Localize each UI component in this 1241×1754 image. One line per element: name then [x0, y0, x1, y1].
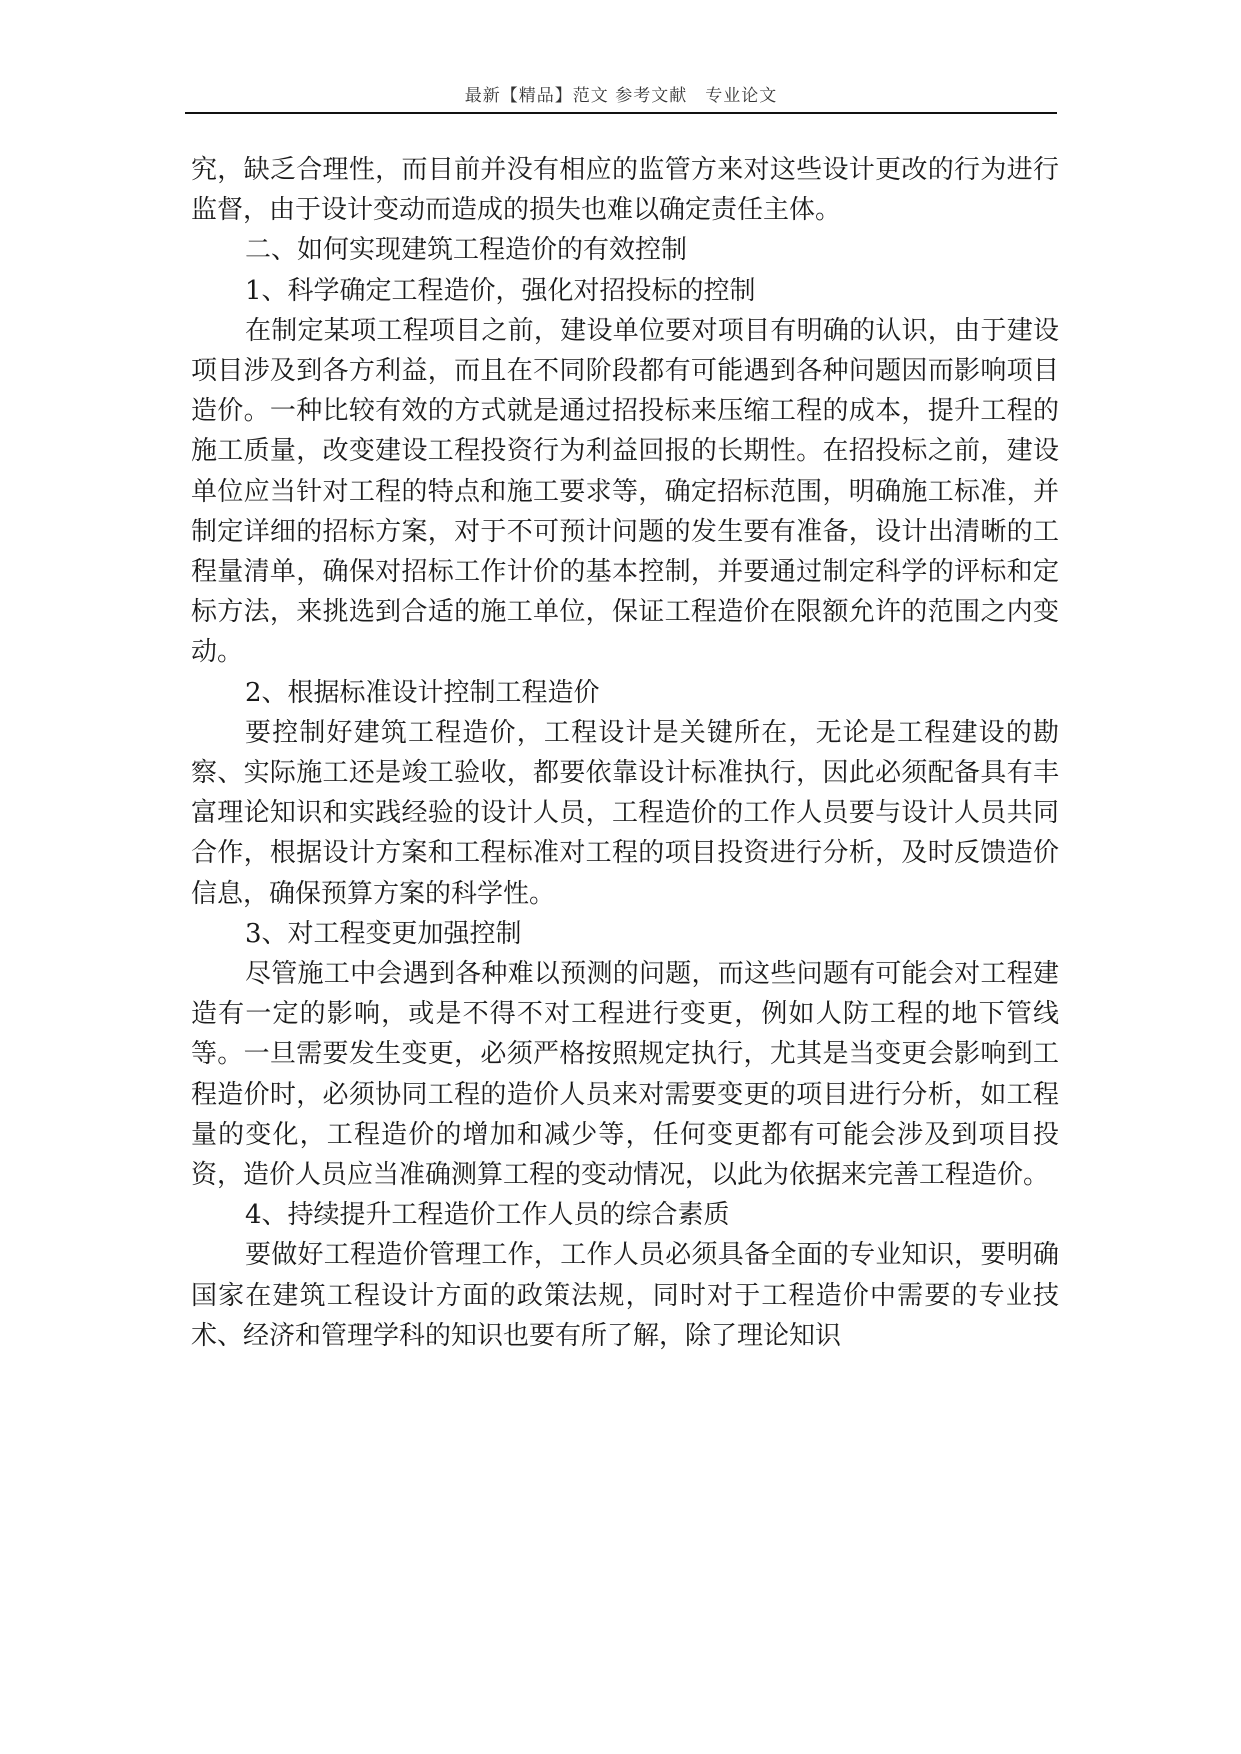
subsection-heading: 3、对工程变更加强控制 [245, 918, 522, 949]
subsection-heading: 2、根据标准设计控制工程造价 [245, 677, 600, 708]
paragraph: 要控制好建筑工程造价，工程设计是关键所在，无论是工程建设的勘察、实际施工还是竣工验收，都要依靠设计标准执行，因此必须配备具有丰富理论知识和实践经验的设计人员，工程造价的工作人员要与设计人员共同合作，根据设计方案和工程标准对工程的项目投资进行分析，及时反馈造价信息，确保预算方案的科学性。 [191, 717, 1059, 909]
document-body [191, 150, 1059, 1356]
paragraph: 要做好工程造价管理工作，工作人员必须具备全面的专业知识，要明确国家在建筑工程设计方面的政策法规，同时对于工程造价中需要的专业技术、经济和管理学科的知识也要有所了解，除了理论知识 [191, 1240, 1059, 1351]
paragraph-continuation: 究，缺乏合理性，而目前并没有相应的监管方来对这些设计更改的行为进行监督，由于设计变动而造成的损失也难以确定责任主体。 [191, 155, 1059, 226]
page-header: 最新【精品】范文 参考文献 专业论文 [464, 86, 778, 106]
paragraph: 在制定某项工程项目之前，建设单位要对项目有明确的认识，由于建设项目涉及到各方利益，而且在不同阶段都有可能遇到各种问题因而影响项目造价。一种比较有效的方式就是通过招投标来压缩工程的成本，提升工程的施工质量，改变建设工程投资行为利益回报的长期性。在招投标之前，建设单位应当针对工程的特点和施工要求等，确定招标范围，明确施工标准，并制定详细的招标方案，对于不可预计问题的发生要有准备，设计出清晰的工程量清单，确保对招标工作计价的基本控制，并要通过制定科学的评标和定标方法，来挑选到合适的施工单位，保证工程造价在限额允许的范围之内变动。 [191, 315, 1059, 668]
section-heading: 二、如何实现建筑工程造价的有效控制 [245, 235, 688, 266]
subsection-heading: 4、持续提升工程造价工作人员的综合素质 [245, 1200, 730, 1231]
paragraph: 尽管施工中会遇到各种难以预测的问题，而这些问题有可能会对工程建造有一定的影响，或是不得不对工程进行变更，例如人防工程的地下管线等。一旦需要发生变更，必须严格按照规定执行，尤其是当变更会影响到工程造价时，必须协同工程的造价人员来对需要变更的项目进行分析，如工程量的变化，工程造价的增加和减少等，任何变更都有可能会涉及到项目投资，造价人员应当准确测算工程的变动情况，以此为依据来完善工程造价。 [191, 959, 1059, 1191]
header-divider [185, 112, 1057, 114]
subsection-heading: 1、科学确定工程造价，强化对招投标的控制 [245, 275, 756, 306]
